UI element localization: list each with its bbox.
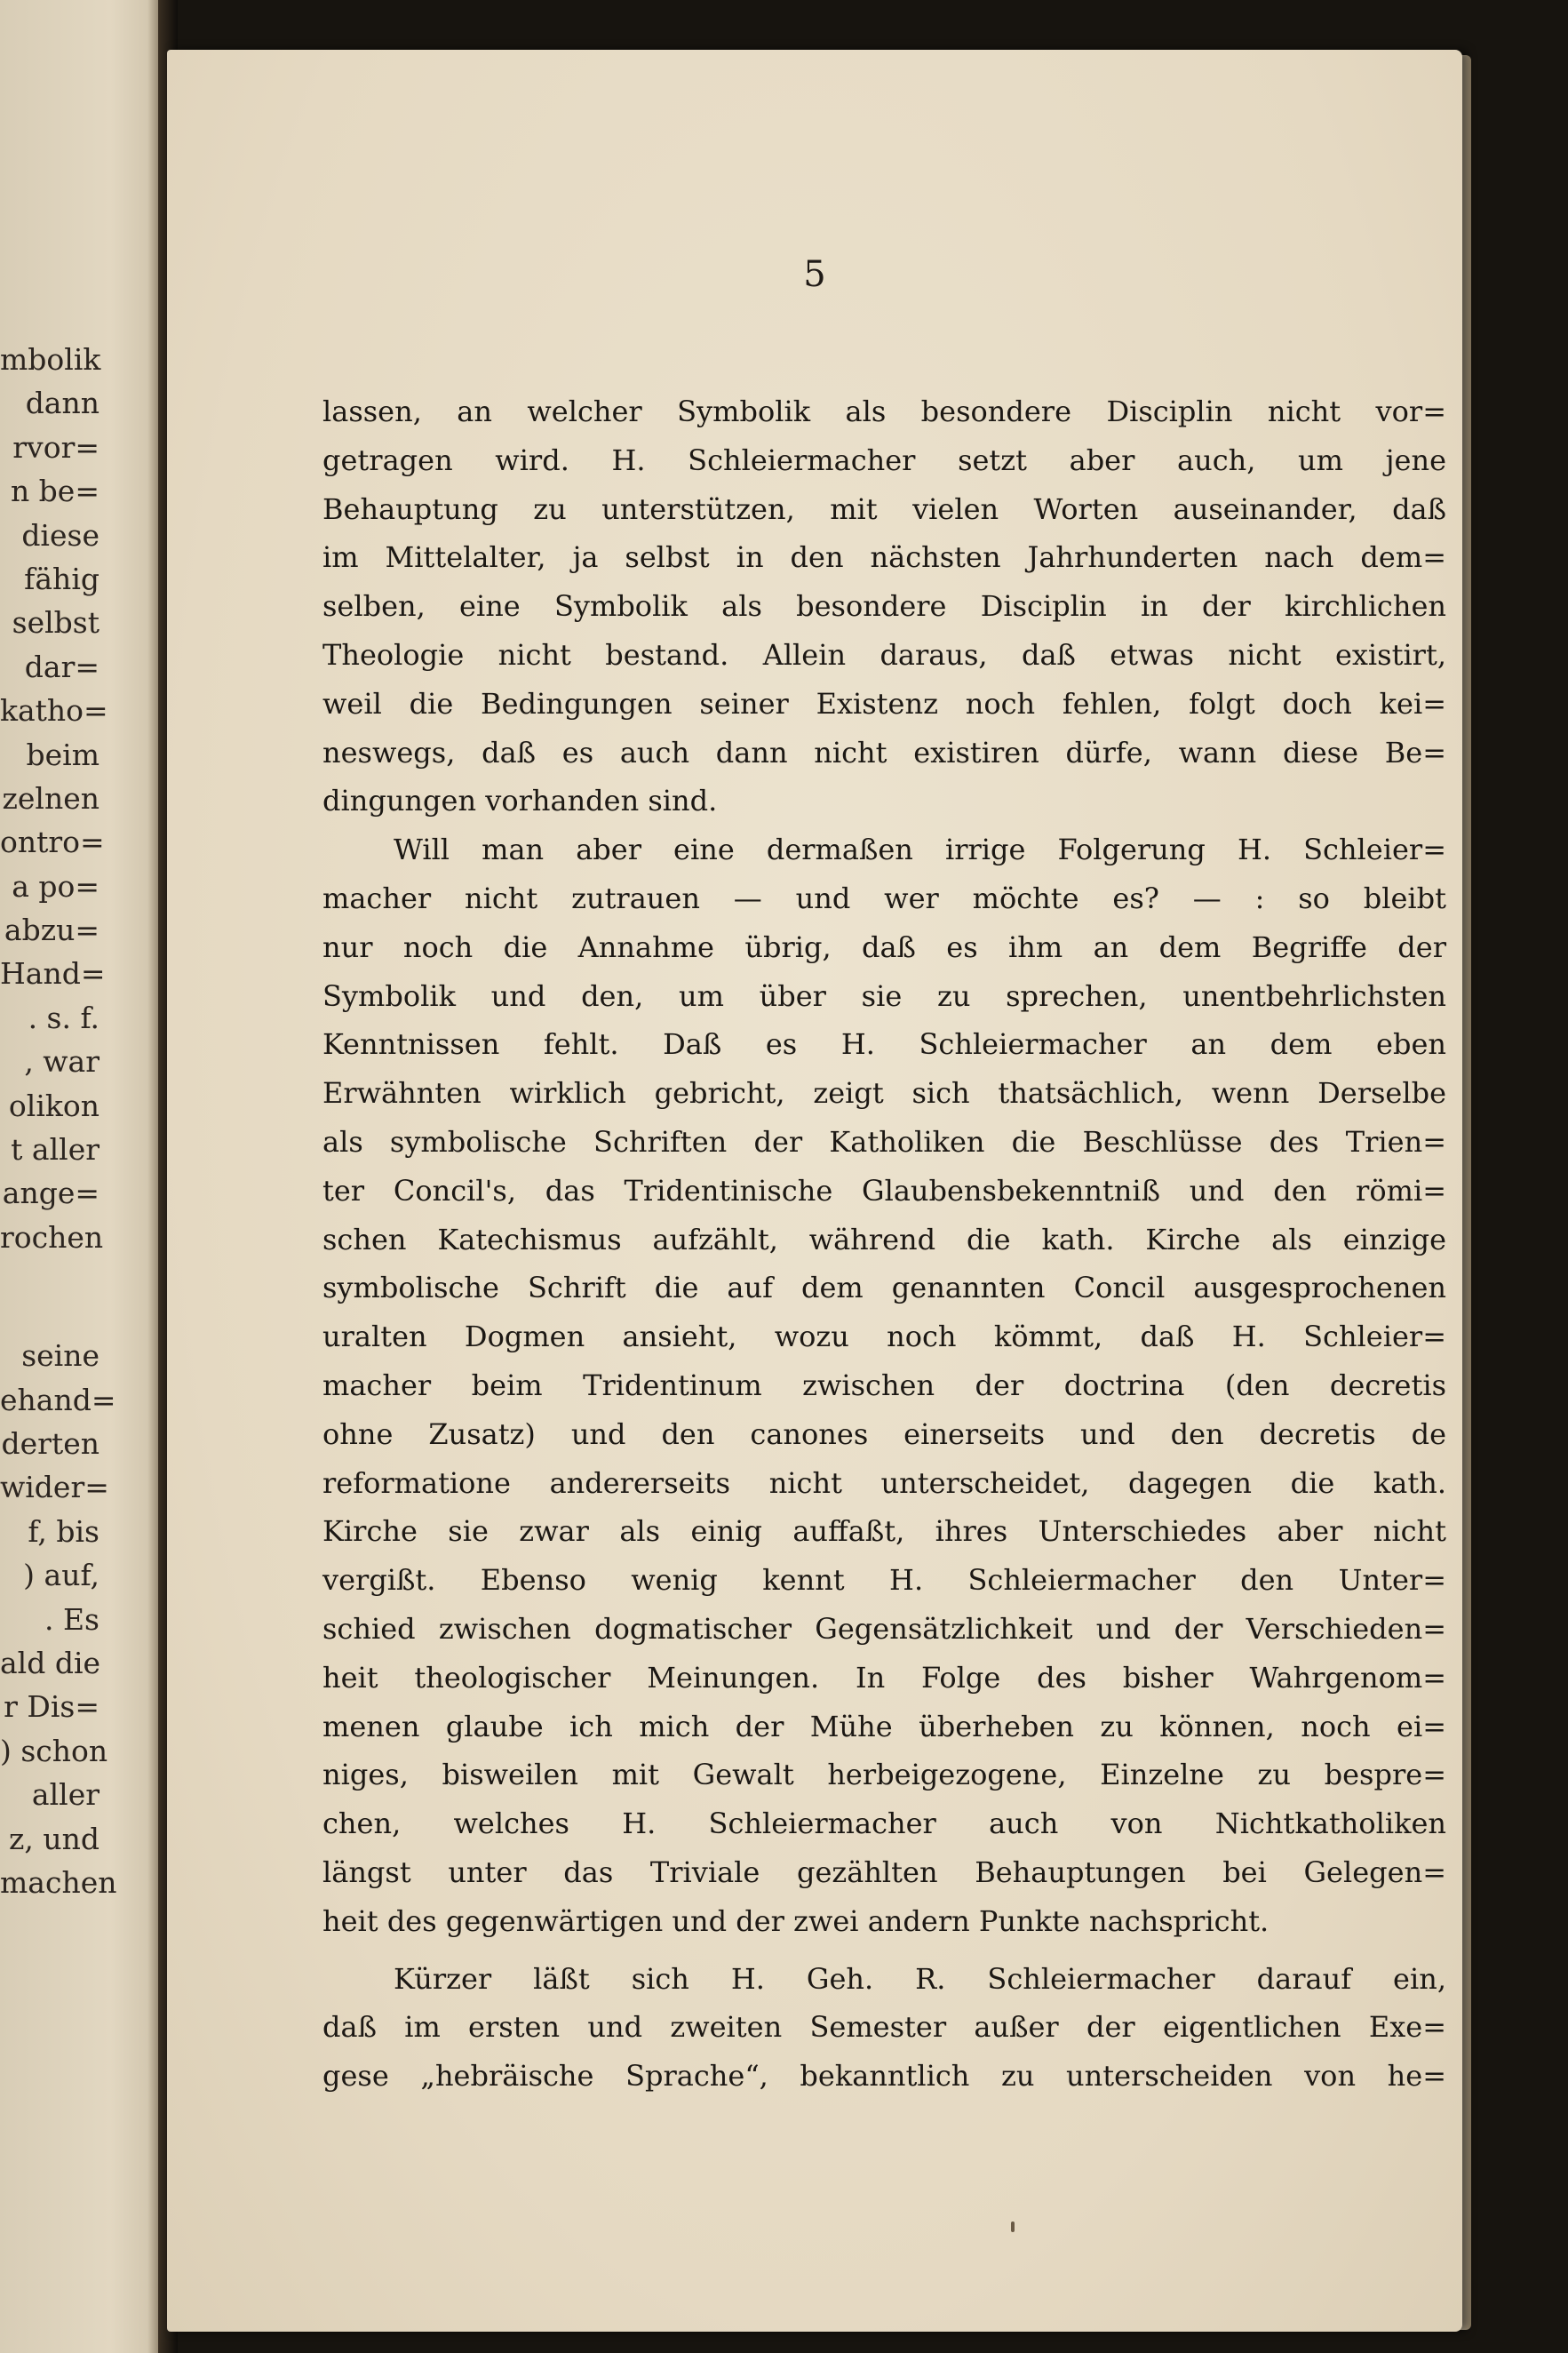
left-page-fragment: diese: [21, 517, 99, 553]
left-page-fragment: dann: [25, 386, 99, 421]
text-line: dingungen vorhanden sind.: [322, 784, 718, 818]
text-line: daß im ersten und zweiten Semester außer der eigentlichen Exe=: [322, 2010, 1446, 2045]
left-page-fragment: olikon: [8, 1088, 99, 1123]
left-page-fragment: aller: [31, 1777, 99, 1813]
left-page-fragment: a po=: [12, 868, 99, 904]
left-page-fragment: ontro=: [0, 825, 105, 860]
left-page-fragment: selbst: [12, 605, 99, 641]
left-page-fragment: ) schon: [0, 1733, 108, 1768]
left-page-fragment: machen: [0, 1864, 117, 1900]
left-page-text-fragments: [0, 338, 117, 1904]
left-page-fragment: f, bis: [28, 1513, 99, 1549]
left-page-fragment: derten: [1, 1425, 99, 1461]
left-page-fragment: mbolik: [0, 342, 101, 377]
paper-speck: [1011, 2221, 1015, 2232]
text-line: Symbolik und den, um über sie zu sprechen, unentbehrlichsten: [322, 978, 1446, 1013]
text-line: nur noch die Annahme übrig, daß es ihm an dem Begriffe der: [322, 929, 1446, 964]
text-line: schen Katechismus aufzählt, während die kath. Kirche als einzige: [322, 1222, 1446, 1256]
left-page-fragment: z, und: [9, 1821, 99, 1856]
body-text: [322, 387, 1446, 2101]
left-page-fragment: zelnen: [2, 780, 99, 816]
text-line: Behauptung zu unterstützen, mit vielen Worten auseinander, daß: [322, 491, 1446, 526]
page-number: 5: [803, 254, 826, 295]
text-line: Kürzer läßt sich H. Geh. R. Schleiermacher darauf ein,: [394, 1961, 1446, 1996]
left-page-fragment: seine: [21, 1338, 99, 1374]
left-page-fragment: dar=: [24, 649, 99, 684]
text-line: gese „hebräische Sprache“, bekanntlich zu unterscheiden von he=: [322, 2059, 1446, 2094]
text-line: Erwähnten wirklich gebricht, zeigt sich thatsächlich, wenn Derselbe: [322, 1076, 1446, 1111]
left-page-fragment: t aller: [11, 1132, 99, 1168]
left-facing-page: [0, 0, 158, 2353]
text-line: chen, welches H. Schleiermacher auch von Nichtkatholiken: [322, 1807, 1446, 1841]
text-line: ter Concil's, das Tridentinische Glaubensbekenntniß und den römi=: [322, 1173, 1446, 1208]
left-page-fragment: fähig: [24, 561, 99, 596]
left-page-fragment: katho=: [0, 693, 108, 729]
text-line: Theologie nicht bestand. Allein daraus, daß etwas nicht existirt,: [322, 637, 1446, 672]
left-page-fragment: ald die: [0, 1645, 101, 1680]
text-line: menen glaube ich mich der Mühe überheben zu können, noch ei=: [322, 1709, 1446, 1743]
left-page-fragment: r Dis=: [4, 1689, 99, 1725]
text-line: uralten Dogmen ansieht, wozu noch kömmt, daß H. Schleier=: [322, 1320, 1446, 1354]
left-page-fragment: , war: [24, 1044, 99, 1080]
left-page-fragment: . Es: [44, 1601, 99, 1637]
left-page-fragment: rvor=: [12, 429, 99, 465]
text-line: lassen, an welcher Symbolik als besondere Disciplin nicht vor=: [322, 395, 1446, 428]
text-line: Kirche sie zwar als einig auffaßt, ihres Unterschiedes aber nicht: [322, 1514, 1446, 1549]
text-line: im Mittelalter, ja selbst in den nächsten Jahrhunderten nach dem=: [322, 540, 1446, 575]
text-line: weil die Bedingungen seiner Existenz noch fehlen, folgt doch kei=: [322, 686, 1446, 721]
left-page-fragment: n be=: [10, 474, 99, 509]
text-line: reformatione andererseits nicht unterscheidet, dagegen die kath.: [322, 1465, 1446, 1500]
left-page-gutter-shadow: [147, 0, 158, 2353]
text-line: getragen wird. H. Schleiermacher setzt aber auch, um jene: [322, 443, 1446, 477]
text-line: Kenntnissen fehlt. Daß es H. Schleiermacher an dem eben: [322, 1027, 1446, 1062]
text-line: Will man aber eine dermaßen irrige Folgerung H. Schleier=: [394, 833, 1446, 867]
text-line: ohne Zusatz) und den canones einerseits und den decretis de: [322, 1416, 1446, 1451]
left-page-fragment: abzu=: [4, 913, 99, 948]
left-page-fragment: . s. f.: [28, 1000, 99, 1035]
text-line: heit des gegenwärtigen und der zwei andern Punkte nachspricht.: [322, 1903, 1270, 1938]
text-line: selben, eine Symbolik als besondere Disciplin in der kirchlichen: [322, 589, 1446, 624]
text-line: macher beim Tridentinum zwischen der doctrina (den decretis: [322, 1368, 1446, 1402]
left-page-fragment: [0, 1259, 99, 1334]
text-line: heit theologischer Meinungen. In Folge des bisher Wahrgenom=: [322, 1660, 1446, 1695]
text-line: macher nicht zutrauen — und wer möchte es? — : so bleibt: [322, 881, 1446, 915]
left-page-fragment: Hand=: [0, 956, 106, 992]
left-page-fragment: rochen: [0, 1219, 104, 1255]
text-line: als symbolische Schriften der Katholiken die Beschlüsse des Trien=: [322, 1124, 1446, 1159]
left-page-fragment: beim: [26, 737, 99, 772]
text-line: vergißt. Ebenso wenig kennt H. Schleiermacher den Unter=: [322, 1563, 1446, 1598]
text-line: symbolische Schrift die auf dem genannten Concil ausgesprochenen: [322, 1271, 1446, 1305]
left-page-fragment: ) auf,: [23, 1558, 99, 1593]
left-page-fragment: wider=: [0, 1470, 109, 1505]
text-line: längst unter das Triviale gezählten Behauptungen bei Gelegen=: [322, 1854, 1446, 1889]
left-page-fragment: ange=: [2, 1176, 99, 1211]
text-line: niges, bisweilen mit Gewalt herbeigezogene, Einzelne zu bespre=: [322, 1758, 1446, 1792]
text-line: neswegs, daß es auch dann nicht existiren dürfe, wann diese Be=: [322, 735, 1446, 770]
right-page: [167, 50, 1462, 2332]
left-page-fragment: ehand=: [0, 1382, 116, 1417]
text-line: schied zwischen dogmatischer Gegensätzlichkeit und der Verschieden=: [322, 1611, 1446, 1646]
